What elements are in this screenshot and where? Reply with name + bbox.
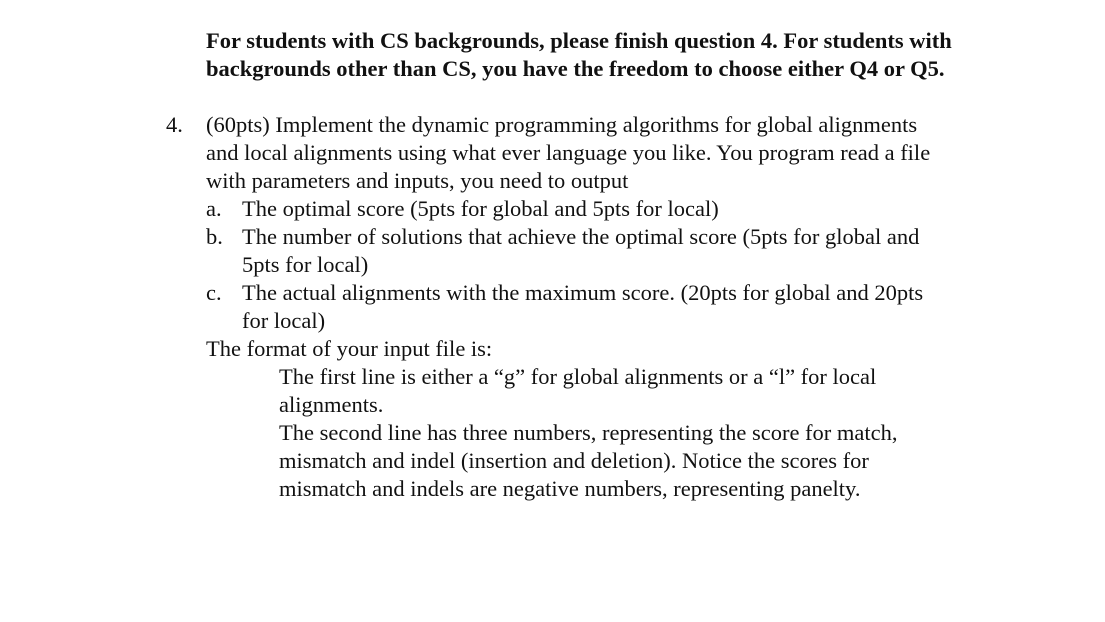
list-item [206, 223, 1046, 279]
question-number: 4. [166, 112, 183, 137]
list-item [206, 279, 1046, 335]
list-item-letter: a. [206, 196, 222, 221]
format-line: The first line is either a “g” for global alignments or a “l” for local [279, 364, 877, 389]
list-item [206, 195, 1046, 223]
format-heading: The format of your input file is: [206, 336, 493, 361]
instructions-line: backgrounds other than CS, you have the freedom to choose either Q4 or Q5. [206, 56, 945, 81]
instructions-paragraph [206, 27, 1066, 83]
format-line: alignments. [279, 392, 384, 417]
list-item-text: for local) [242, 308, 326, 333]
question-text-line: and local alignments using what ever language you like. You program read a file [206, 140, 931, 165]
question-text-line: with parameters and inputs, you need to output [206, 168, 629, 193]
list-item-letter: b. [206, 224, 223, 249]
list-item-text: The number of solutions that achieve the optimal score (5pts for global and [242, 224, 920, 249]
list-item-text: 5pts for local) [242, 252, 369, 277]
list-item-letter: c. [206, 280, 222, 305]
format-line: mismatch and indels are negative numbers, representing panelty. [279, 476, 861, 501]
format-line: The second line has three numbers, representing the score for match, [279, 420, 898, 445]
instructions-line: For students with CS backgrounds, please finish question 4. For students with [206, 28, 952, 53]
question-4 [166, 111, 1046, 503]
question-text-line: (60pts) Implement the dynamic programming algorithms for global alignments [206, 112, 918, 137]
list-item-text: The optimal score (5pts for global and 5pts for local) [242, 196, 719, 221]
format-description [206, 363, 1046, 503]
format-line: mismatch and indel (insertion and deletion). Notice the scores for [279, 448, 869, 473]
sub-item-list [206, 195, 1046, 335]
list-item-text: The actual alignments with the maximum score. (20pts for global and 20pts [242, 280, 924, 305]
question-body [166, 111, 1046, 503]
